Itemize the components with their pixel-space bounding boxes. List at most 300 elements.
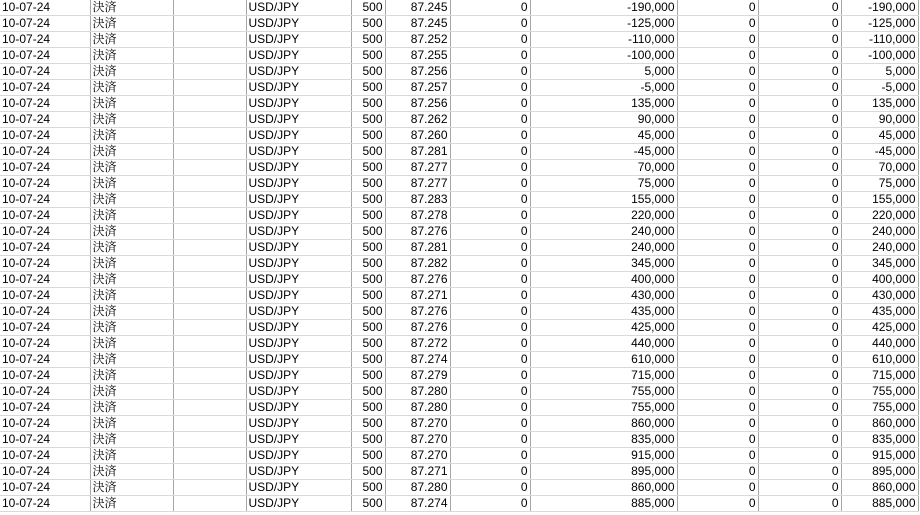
rate-cell[interactable]: 87.280 [385,400,450,416]
profit-cell[interactable]: 755,000 [530,400,677,416]
swap-cell[interactable]: 0 [450,336,530,352]
profit-cell[interactable]: 835,000 [530,432,677,448]
date-cell[interactable]: 10-07-24 [0,336,90,352]
tax-cell[interactable]: 0 [758,16,841,32]
date-cell[interactable]: 10-07-24 [0,160,90,176]
rate-cell[interactable]: 87.276 [385,272,450,288]
fee-cell[interactable]: 0 [677,352,758,368]
profit-cell[interactable]: 440,000 [530,336,677,352]
date-cell[interactable]: 10-07-24 [0,128,90,144]
pair-cell[interactable]: USD/JPY [246,480,351,496]
type-cell[interactable]: 決済 [90,368,173,384]
tax-cell[interactable]: 0 [758,288,841,304]
date-cell[interactable]: 10-07-24 [0,48,90,64]
type-cell[interactable]: 決済 [90,464,173,480]
tax-cell[interactable]: 0 [758,384,841,400]
profit-cell[interactable]: 345,000 [530,256,677,272]
profit-cell[interactable]: 715,000 [530,368,677,384]
fee-cell[interactable]: 0 [677,208,758,224]
swap-cell[interactable]: 0 [450,128,530,144]
profit-cell[interactable]: 435,000 [530,304,677,320]
quantity-cell[interactable]: 500 [351,288,385,304]
profit-cell[interactable]: 860,000 [530,480,677,496]
profit-cell[interactable]: 135,000 [530,96,677,112]
pair-cell[interactable]: USD/JPY [246,256,351,272]
fee-cell[interactable]: 0 [677,96,758,112]
quantity-cell[interactable]: 500 [351,448,385,464]
tax-cell[interactable]: 0 [758,464,841,480]
blank-cell[interactable] [173,400,246,416]
fee-cell[interactable]: 0 [677,368,758,384]
profit-cell[interactable]: -190,000 [530,0,677,16]
pair-cell[interactable]: USD/JPY [246,64,351,80]
net-cell[interactable]: 755,000 [841,384,918,400]
tax-cell[interactable]: 0 [758,480,841,496]
swap-cell[interactable]: 0 [450,96,530,112]
swap-cell[interactable]: 0 [450,288,530,304]
profit-cell[interactable]: -110,000 [530,32,677,48]
profit-cell[interactable]: 430,000 [530,288,677,304]
rate-cell[interactable]: 87.278 [385,208,450,224]
net-cell[interactable]: 240,000 [841,240,918,256]
tax-cell[interactable]: 0 [758,112,841,128]
pair-cell[interactable]: USD/JPY [246,352,351,368]
type-cell[interactable]: 決済 [90,256,173,272]
net-cell[interactable]: 45,000 [841,128,918,144]
rate-cell[interactable]: 87.281 [385,240,450,256]
date-cell[interactable]: 10-07-24 [0,32,90,48]
rate-cell[interactable]: 87.245 [385,16,450,32]
net-cell[interactable]: 5,000 [841,64,918,80]
net-cell[interactable]: 755,000 [841,400,918,416]
pair-cell[interactable]: USD/JPY [246,400,351,416]
fee-cell[interactable]: 0 [677,112,758,128]
net-cell[interactable]: 915,000 [841,448,918,464]
rate-cell[interactable]: 87.271 [385,464,450,480]
net-cell[interactable]: 435,000 [841,304,918,320]
fee-cell[interactable]: 0 [677,176,758,192]
pair-cell[interactable]: USD/JPY [246,32,351,48]
tax-cell[interactable]: 0 [758,208,841,224]
tax-cell[interactable]: 0 [758,432,841,448]
swap-cell[interactable]: 0 [450,144,530,160]
fee-cell[interactable]: 0 [677,144,758,160]
blank-cell[interactable] [173,464,246,480]
fee-cell[interactable]: 0 [677,64,758,80]
fee-cell[interactable]: 0 [677,192,758,208]
fee-cell[interactable]: 0 [677,48,758,64]
tax-cell[interactable]: 0 [758,96,841,112]
date-cell[interactable]: 10-07-24 [0,352,90,368]
type-cell[interactable]: 決済 [90,448,173,464]
rate-cell[interactable]: 87.280 [385,480,450,496]
tax-cell[interactable]: 0 [758,32,841,48]
pair-cell[interactable]: USD/JPY [246,128,351,144]
quantity-cell[interactable]: 500 [351,464,385,480]
tax-cell[interactable]: 0 [758,240,841,256]
swap-cell[interactable]: 0 [450,304,530,320]
tax-cell[interactable]: 0 [758,304,841,320]
tax-cell[interactable]: 0 [758,368,841,384]
fee-cell[interactable]: 0 [677,160,758,176]
type-cell[interactable]: 決済 [90,176,173,192]
fee-cell[interactable]: 0 [677,288,758,304]
swap-cell[interactable]: 0 [450,480,530,496]
date-cell[interactable]: 10-07-24 [0,432,90,448]
blank-cell[interactable] [173,144,246,160]
rate-cell[interactable]: 87.281 [385,144,450,160]
type-cell[interactable]: 決済 [90,0,173,16]
pair-cell[interactable]: USD/JPY [246,192,351,208]
profit-cell[interactable]: 240,000 [530,224,677,240]
date-cell[interactable]: 10-07-24 [0,112,90,128]
blank-cell[interactable] [173,176,246,192]
quantity-cell[interactable]: 500 [351,16,385,32]
swap-cell[interactable]: 0 [450,48,530,64]
fee-cell[interactable]: 0 [677,128,758,144]
swap-cell[interactable]: 0 [450,32,530,48]
profit-cell[interactable]: 895,000 [530,464,677,480]
pair-cell[interactable]: USD/JPY [246,208,351,224]
pair-cell[interactable]: USD/JPY [246,224,351,240]
rate-cell[interactable]: 87.245 [385,0,450,16]
swap-cell[interactable]: 0 [450,192,530,208]
type-cell[interactable]: 決済 [90,496,173,512]
profit-cell[interactable]: 155,000 [530,192,677,208]
pair-cell[interactable]: USD/JPY [246,112,351,128]
pair-cell[interactable]: USD/JPY [246,384,351,400]
rate-cell[interactable]: 87.280 [385,384,450,400]
rate-cell[interactable]: 87.277 [385,160,450,176]
type-cell[interactable]: 決済 [90,480,173,496]
swap-cell[interactable]: 0 [450,416,530,432]
net-cell[interactable]: 885,000 [841,496,918,512]
swap-cell[interactable]: 0 [450,208,530,224]
profit-cell[interactable]: 90,000 [530,112,677,128]
swap-cell[interactable]: 0 [450,432,530,448]
tax-cell[interactable]: 0 [758,48,841,64]
pair-cell[interactable]: USD/JPY [246,304,351,320]
date-cell[interactable]: 10-07-24 [0,256,90,272]
blank-cell[interactable] [173,80,246,96]
net-cell[interactable]: 425,000 [841,320,918,336]
pair-cell[interactable]: USD/JPY [246,288,351,304]
quantity-cell[interactable]: 500 [351,128,385,144]
rate-cell[interactable]: 87.272 [385,336,450,352]
quantity-cell[interactable]: 500 [351,48,385,64]
quantity-cell[interactable]: 500 [351,432,385,448]
quantity-cell[interactable]: 500 [351,144,385,160]
date-cell[interactable]: 10-07-24 [0,224,90,240]
net-cell[interactable]: 135,000 [841,96,918,112]
blank-cell[interactable] [173,160,246,176]
rate-cell[interactable]: 87.271 [385,288,450,304]
rate-cell[interactable]: 87.277 [385,176,450,192]
swap-cell[interactable]: 0 [450,256,530,272]
type-cell[interactable]: 決済 [90,128,173,144]
blank-cell[interactable] [173,496,246,512]
rate-cell[interactable]: 87.270 [385,432,450,448]
date-cell[interactable]: 10-07-24 [0,80,90,96]
pair-cell[interactable]: USD/JPY [246,176,351,192]
quantity-cell[interactable]: 500 [351,208,385,224]
type-cell[interactable]: 決済 [90,320,173,336]
date-cell[interactable]: 10-07-24 [0,176,90,192]
profit-cell[interactable]: 240,000 [530,240,677,256]
type-cell[interactable]: 決済 [90,144,173,160]
net-cell[interactable]: 860,000 [841,480,918,496]
net-cell[interactable]: 90,000 [841,112,918,128]
swap-cell[interactable]: 0 [450,272,530,288]
quantity-cell[interactable]: 500 [351,352,385,368]
tax-cell[interactable]: 0 [758,336,841,352]
fee-cell[interactable]: 0 [677,0,758,16]
blank-cell[interactable] [173,64,246,80]
profit-cell[interactable]: 5,000 [530,64,677,80]
blank-cell[interactable] [173,288,246,304]
rate-cell[interactable]: 87.274 [385,352,450,368]
rate-cell[interactable]: 87.260 [385,128,450,144]
blank-cell[interactable] [173,128,246,144]
date-cell[interactable]: 10-07-24 [0,496,90,512]
tax-cell[interactable]: 0 [758,416,841,432]
type-cell[interactable]: 決済 [90,432,173,448]
fee-cell[interactable]: 0 [677,320,758,336]
date-cell[interactable]: 10-07-24 [0,64,90,80]
fee-cell[interactable]: 0 [677,480,758,496]
pair-cell[interactable]: USD/JPY [246,448,351,464]
swap-cell[interactable]: 0 [450,80,530,96]
net-cell[interactable]: 220,000 [841,208,918,224]
fee-cell[interactable]: 0 [677,272,758,288]
date-cell[interactable]: 10-07-24 [0,400,90,416]
fee-cell[interactable]: 0 [677,304,758,320]
fee-cell[interactable]: 0 [677,256,758,272]
net-cell[interactable]: 430,000 [841,288,918,304]
quantity-cell[interactable]: 500 [351,400,385,416]
rate-cell[interactable]: 87.279 [385,368,450,384]
swap-cell[interactable]: 0 [450,176,530,192]
date-cell[interactable]: 10-07-24 [0,320,90,336]
date-cell[interactable]: 10-07-24 [0,16,90,32]
net-cell[interactable]: 610,000 [841,352,918,368]
blank-cell[interactable] [173,432,246,448]
date-cell[interactable]: 10-07-24 [0,416,90,432]
fee-cell[interactable]: 0 [677,16,758,32]
type-cell[interactable]: 決済 [90,192,173,208]
tax-cell[interactable]: 0 [758,352,841,368]
quantity-cell[interactable]: 500 [351,0,385,16]
rate-cell[interactable]: 87.276 [385,320,450,336]
profit-cell[interactable]: -100,000 [530,48,677,64]
fee-cell[interactable]: 0 [677,336,758,352]
net-cell[interactable]: 155,000 [841,192,918,208]
type-cell[interactable]: 決済 [90,112,173,128]
fee-cell[interactable]: 0 [677,224,758,240]
net-cell[interactable]: 715,000 [841,368,918,384]
pair-cell[interactable]: USD/JPY [246,144,351,160]
date-cell[interactable]: 10-07-24 [0,240,90,256]
rate-cell[interactable]: 87.274 [385,496,450,512]
date-cell[interactable]: 10-07-24 [0,480,90,496]
quantity-cell[interactable]: 500 [351,80,385,96]
type-cell[interactable]: 決済 [90,32,173,48]
pair-cell[interactable]: USD/JPY [246,48,351,64]
date-cell[interactable]: 10-07-24 [0,304,90,320]
rate-cell[interactable]: 87.262 [385,112,450,128]
type-cell[interactable]: 決済 [90,336,173,352]
profit-cell[interactable]: -125,000 [530,16,677,32]
profit-cell[interactable]: -5,000 [530,80,677,96]
date-cell[interactable]: 10-07-24 [0,464,90,480]
type-cell[interactable]: 決済 [90,160,173,176]
quantity-cell[interactable]: 500 [351,384,385,400]
net-cell[interactable]: 75,000 [841,176,918,192]
fee-cell[interactable]: 0 [677,432,758,448]
date-cell[interactable]: 10-07-24 [0,368,90,384]
quantity-cell[interactable]: 500 [351,224,385,240]
blank-cell[interactable] [173,416,246,432]
profit-cell[interactable]: 75,000 [530,176,677,192]
tax-cell[interactable]: 0 [758,176,841,192]
type-cell[interactable]: 決済 [90,400,173,416]
net-cell[interactable]: -5,000 [841,80,918,96]
net-cell[interactable]: -190,000 [841,0,918,16]
profit-cell[interactable]: 610,000 [530,352,677,368]
net-cell[interactable]: -125,000 [841,16,918,32]
quantity-cell[interactable]: 500 [351,480,385,496]
rate-cell[interactable]: 87.283 [385,192,450,208]
fee-cell[interactable]: 0 [677,80,758,96]
blank-cell[interactable] [173,192,246,208]
type-cell[interactable]: 決済 [90,208,173,224]
swap-cell[interactable]: 0 [450,240,530,256]
blank-cell[interactable] [173,256,246,272]
swap-cell[interactable]: 0 [450,496,530,512]
date-cell[interactable]: 10-07-24 [0,144,90,160]
rate-cell[interactable]: 87.270 [385,416,450,432]
fee-cell[interactable]: 0 [677,384,758,400]
date-cell[interactable]: 10-07-24 [0,448,90,464]
profit-cell[interactable]: 45,000 [530,128,677,144]
fee-cell[interactable]: 0 [677,416,758,432]
type-cell[interactable]: 決済 [90,416,173,432]
rate-cell[interactable]: 87.257 [385,80,450,96]
swap-cell[interactable]: 0 [450,224,530,240]
fee-cell[interactable]: 0 [677,464,758,480]
pair-cell[interactable]: USD/JPY [246,80,351,96]
quantity-cell[interactable]: 500 [351,160,385,176]
fee-cell[interactable]: 0 [677,448,758,464]
tax-cell[interactable]: 0 [758,448,841,464]
tax-cell[interactable]: 0 [758,64,841,80]
rate-cell[interactable]: 87.255 [385,48,450,64]
blank-cell[interactable] [173,224,246,240]
date-cell[interactable]: 10-07-24 [0,208,90,224]
swap-cell[interactable]: 0 [450,16,530,32]
tax-cell[interactable]: 0 [758,272,841,288]
rate-cell[interactable]: 87.256 [385,96,450,112]
quantity-cell[interactable]: 500 [351,112,385,128]
date-cell[interactable]: 10-07-24 [0,272,90,288]
blank-cell[interactable] [173,32,246,48]
net-cell[interactable]: 240,000 [841,224,918,240]
date-cell[interactable]: 10-07-24 [0,288,90,304]
swap-cell[interactable]: 0 [450,464,530,480]
rate-cell[interactable]: 87.276 [385,224,450,240]
swap-cell[interactable]: 0 [450,64,530,80]
net-cell[interactable]: -110,000 [841,32,918,48]
type-cell[interactable]: 決済 [90,272,173,288]
blank-cell[interactable] [173,320,246,336]
swap-cell[interactable]: 0 [450,112,530,128]
blank-cell[interactable] [173,448,246,464]
tax-cell[interactable]: 0 [758,496,841,512]
pair-cell[interactable]: USD/JPY [246,432,351,448]
date-cell[interactable]: 10-07-24 [0,192,90,208]
tax-cell[interactable]: 0 [758,128,841,144]
swap-cell[interactable]: 0 [450,160,530,176]
quantity-cell[interactable]: 500 [351,320,385,336]
type-cell[interactable]: 決済 [90,224,173,240]
profit-cell[interactable]: 755,000 [530,384,677,400]
type-cell[interactable]: 決済 [90,64,173,80]
profit-cell[interactable]: 425,000 [530,320,677,336]
blank-cell[interactable] [173,48,246,64]
quantity-cell[interactable]: 500 [351,496,385,512]
rate-cell[interactable]: 87.276 [385,304,450,320]
blank-cell[interactable] [173,368,246,384]
swap-cell[interactable]: 0 [450,400,530,416]
type-cell[interactable]: 決済 [90,48,173,64]
tax-cell[interactable]: 0 [758,256,841,272]
pair-cell[interactable]: USD/JPY [246,336,351,352]
profit-cell[interactable]: -45,000 [530,144,677,160]
fee-cell[interactable]: 0 [677,400,758,416]
quantity-cell[interactable]: 500 [351,272,385,288]
blank-cell[interactable] [173,112,246,128]
quantity-cell[interactable]: 500 [351,192,385,208]
blank-cell[interactable] [173,384,246,400]
pair-cell[interactable]: USD/JPY [246,272,351,288]
type-cell[interactable]: 決済 [90,384,173,400]
pair-cell[interactable]: USD/JPY [246,0,351,16]
net-cell[interactable]: 860,000 [841,416,918,432]
pair-cell[interactable]: USD/JPY [246,416,351,432]
type-cell[interactable]: 決済 [90,80,173,96]
blank-cell[interactable] [173,0,246,16]
tax-cell[interactable]: 0 [758,80,841,96]
net-cell[interactable]: 440,000 [841,336,918,352]
type-cell[interactable]: 決済 [90,288,173,304]
tax-cell[interactable]: 0 [758,144,841,160]
swap-cell[interactable]: 0 [450,368,530,384]
net-cell[interactable]: 835,000 [841,432,918,448]
quantity-cell[interactable]: 500 [351,176,385,192]
quantity-cell[interactable]: 500 [351,64,385,80]
type-cell[interactable]: 決済 [90,16,173,32]
fee-cell[interactable]: 0 [677,496,758,512]
profit-cell[interactable]: 400,000 [530,272,677,288]
profit-cell[interactable]: 860,000 [530,416,677,432]
pair-cell[interactable]: USD/JPY [246,96,351,112]
swap-cell[interactable]: 0 [450,352,530,368]
blank-cell[interactable] [173,336,246,352]
swap-cell[interactable]: 0 [450,448,530,464]
rate-cell[interactable]: 87.282 [385,256,450,272]
rate-cell[interactable]: 87.252 [385,32,450,48]
quantity-cell[interactable]: 500 [351,368,385,384]
